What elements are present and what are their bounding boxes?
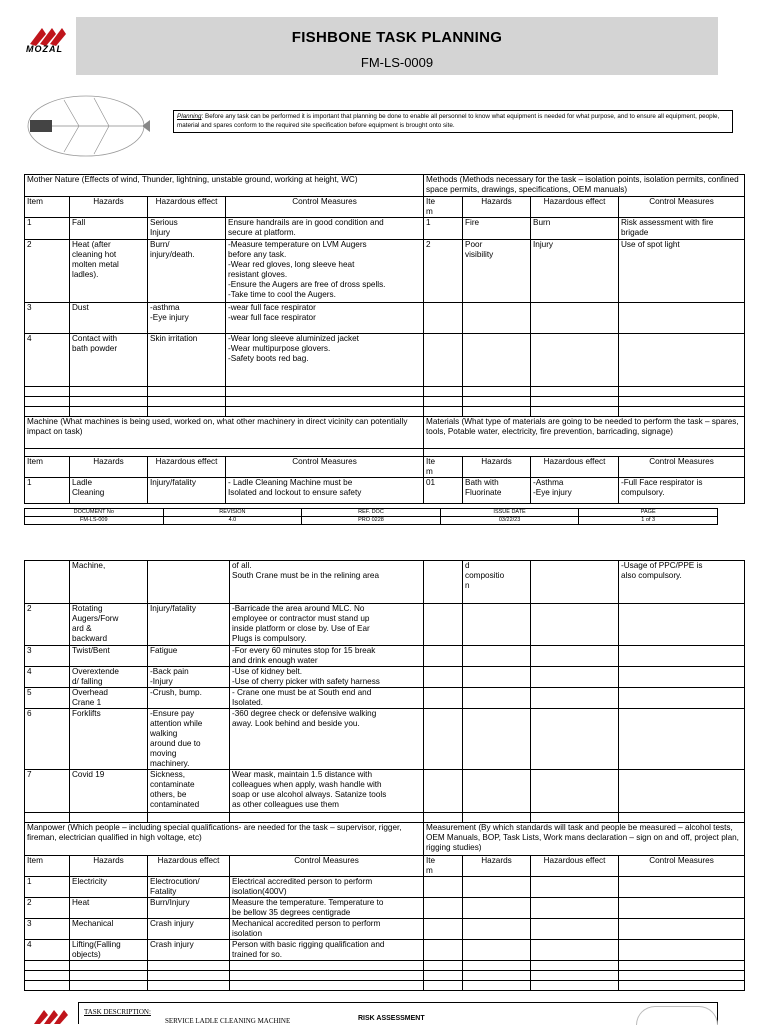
table-cell: Use of spot light xyxy=(619,240,745,303)
table-cell: -360 degree check or defensive walking away. Look behind and beside you. xyxy=(230,709,424,770)
table-cell: -Usage of PPC/PPE is also compulsory. xyxy=(619,561,745,604)
table-cell: 3 xyxy=(25,303,70,334)
risk-assessment-label: RISK ASSESSMENT xyxy=(358,1015,425,1022)
col-control: Control Measures xyxy=(619,457,745,478)
col-control: Control Measures xyxy=(226,197,424,218)
table-cell: Ladle Cleaning xyxy=(70,478,148,504)
col-hazards: Hazards xyxy=(463,197,531,218)
mozal-logo-icon xyxy=(30,1006,74,1024)
table-cell: Fire xyxy=(463,218,531,240)
table-cell: 3 xyxy=(25,646,70,667)
page-title: FISHBONE TASK PLANNING xyxy=(291,29,503,46)
table-cell: -wear full face respirator -wear full face respirator xyxy=(226,303,424,334)
footer-label: PAGE xyxy=(579,509,718,517)
col-hazards: Hazards xyxy=(463,856,531,877)
table-cell: Skin irritation xyxy=(148,334,226,387)
footer-value: 03/22/23 xyxy=(440,517,579,525)
footer-value: 1 of 3 xyxy=(579,517,718,525)
footer-label: REVISION xyxy=(163,509,302,517)
col-effect: Hazardous effect xyxy=(531,457,619,478)
table-cell: 01 xyxy=(424,478,463,504)
footer-label: ISSUE DATE xyxy=(440,509,579,517)
table-cell: Rotating Augers/Forw ard & backward xyxy=(70,604,148,646)
fishbone-diagram-icon xyxy=(24,86,152,166)
table-cell: 1 xyxy=(424,218,463,240)
table-cell: -For every 60 minutes stop for 15 break and drink enough water xyxy=(230,646,424,667)
document-footer xyxy=(24,508,718,525)
methods-header: Methods (Methods necessary for the task – isolation points, isolation permits, confined space permits, drawings, specifications, OEM manuals) xyxy=(424,175,745,197)
table-cell: Mechanical accredited person to perform isolation xyxy=(230,919,424,940)
table-cell: -Measure temperature on LVM Augers before any task. -Wear red gloves, long sleeve heat resistant gloves. -Ensure the Augers are free of dross spells. -Take time to cool the Augers. xyxy=(226,240,424,303)
col-effect: Hazardous effect xyxy=(148,856,230,877)
table-cell: Burn/ injury/death. xyxy=(148,240,226,303)
col-effect: Hazardous effect xyxy=(531,197,619,218)
col-effect: Hazardous effect xyxy=(148,197,226,218)
planning-label: Planning xyxy=(177,113,202,120)
table-cell: Machine, xyxy=(70,561,148,604)
col-control: Control Measures xyxy=(619,856,745,877)
table-cell: Lifting(Falling objects) xyxy=(70,940,148,961)
table-cell: 2 xyxy=(25,240,70,303)
task-description-label: TASK DESCRIPTION: xyxy=(84,1008,151,1016)
table-cell: Fall xyxy=(70,218,148,240)
table-cell: 3 xyxy=(25,919,70,940)
footer-label: REF. DOC xyxy=(302,509,441,517)
table-cell: - Ladle Cleaning Machine must be Isolated and lockout to ensure safety xyxy=(226,478,424,504)
table-cell: -asthma -Eye injury xyxy=(148,303,226,334)
table-cell: Injury/fatality xyxy=(148,604,230,646)
footer-value: FM-LS-009 xyxy=(25,517,164,525)
footer-value: 4.0 xyxy=(163,517,302,525)
table-cell: 4 xyxy=(25,940,70,961)
table-cell: Injury xyxy=(531,240,619,303)
col-hazards: Hazards xyxy=(70,856,148,877)
col-hazards: Hazards xyxy=(70,197,148,218)
table-cell: Dust xyxy=(70,303,148,334)
table-cell: Twist/Bent xyxy=(70,646,148,667)
machine-header: Machine (What machines is being used, worked on, what other machinery in direct vicinity can potentially impact on task) xyxy=(25,417,424,449)
footer-value: PRO 0228 xyxy=(302,517,441,525)
table-cell: Measure the temperature. Temperature to be bellow 35 degrees centigrade xyxy=(230,898,424,919)
table-cell: Electrical accredited person to perform isolation(400V) xyxy=(230,877,424,898)
table-cell: Heat xyxy=(70,898,148,919)
col-hazards: Hazards xyxy=(463,457,531,478)
table-cell: of all. South Crane must be in the relining area xyxy=(230,561,424,604)
table-cell: 2 xyxy=(25,898,70,919)
table-cell: 1 xyxy=(25,478,70,504)
table-cell: Risk assessment with fire brigade xyxy=(619,218,745,240)
table-cell: 1 xyxy=(25,877,70,898)
table-cell: 5 xyxy=(25,688,70,709)
table-cell: Heat (after cleaning hot molten metal ladles). xyxy=(70,240,148,303)
table-cell: 7 xyxy=(25,770,70,813)
page1-hazard-table xyxy=(24,174,745,504)
col-control: Control Measures xyxy=(230,856,424,877)
table-cell: Ensure handrails are in good condition and secure at platform. xyxy=(226,218,424,240)
table-cell: Overextende d/ falling xyxy=(70,667,148,688)
table-cell: Burn/Injury xyxy=(148,898,230,919)
table-cell: d compositio n xyxy=(463,561,531,604)
table-cell: Crash injury xyxy=(148,919,230,940)
planning-text: : Before any task can be performed it is important that planning be done to enable all personnel to know what equipment is needed for what purpose, and to ensure all equipment, people, material and spares conform to the required site specification before equipment is brought onto site. xyxy=(177,113,720,129)
table-cell: -Back pain -Injury xyxy=(148,667,230,688)
col-control: Control Measures xyxy=(226,457,424,478)
col-item: Item xyxy=(25,197,70,218)
table-cell: 2 xyxy=(424,240,463,303)
col-item: Item xyxy=(25,457,70,478)
table-cell: 4 xyxy=(25,334,70,387)
table-cell: 6 xyxy=(25,709,70,770)
table-cell: Bath with Fluorinate xyxy=(463,478,531,504)
table-cell: Forklifts xyxy=(70,709,148,770)
page2-hazard-table xyxy=(24,560,745,991)
table-cell: Poor visibility xyxy=(463,240,531,303)
col-effect: Hazardous effect xyxy=(531,856,619,877)
table-cell: -Ensure pay attention while walking around due to moving machinery. xyxy=(148,709,230,770)
table-cell: Contact with bath powder xyxy=(70,334,148,387)
logo-text: MOZAL xyxy=(26,44,63,54)
table-cell: -Barricade the area around MLC. No employee or contractor must stand up inside platform or close by. Use of Ear Plugs is compulsory. xyxy=(230,604,424,646)
table-cell: Burn xyxy=(531,218,619,240)
manpower-header: Manpower (Which people – including special qualifications- are needed for the task – supervisor, rigger, fireman, electrician qualified in high voltage, etc) xyxy=(25,823,424,856)
mother-nature-header: Mother Nature (Effects of wind, Thunder, lightning, unstable ground, working at height, WC) xyxy=(25,175,424,197)
footer-label: DOCUMENT No xyxy=(25,509,164,517)
table-cell: -Crush, bump. xyxy=(148,688,230,709)
table-cell: - Crane one must be at South end and Isolated. xyxy=(230,688,424,709)
table-cell: Injury/fatality xyxy=(148,478,226,504)
table-cell: Fatigue xyxy=(148,646,230,667)
task-description-value: SERVICE LADLE CLEANING MACHINE xyxy=(165,1017,291,1025)
table-cell: Serious Injury xyxy=(148,218,226,240)
document-code: FM-LS-0009 xyxy=(360,55,434,70)
col-item: Item xyxy=(25,856,70,877)
table-cell: Covid 19 xyxy=(70,770,148,813)
table-cell: 1 xyxy=(25,218,70,240)
col-item: Ite m xyxy=(424,457,463,478)
watermark-logo xyxy=(636,1006,718,1025)
table-cell: Wear mask, maintain 1.5 distance with colleagues when apply, wash handle with soap or use alcohol always. Satanize tools as other colleagues use them xyxy=(230,770,424,813)
table-cell: -Asthma -Eye injury xyxy=(531,478,619,504)
table-cell: 2 xyxy=(25,604,70,646)
table-cell: -Use of kidney belt. -Use of cherry picker with safety harness xyxy=(230,667,424,688)
col-control: Control Measures xyxy=(619,197,745,218)
table-cell: -Wear long sleeve aluminized jacket -Wear multipurpose glovers. -Safety boots red bag. xyxy=(226,334,424,387)
table-cell: Person with basic rigging qualification and trained for so. xyxy=(230,940,424,961)
col-item: Ite m xyxy=(424,197,463,218)
table-cell: Overhead Crane 1 xyxy=(70,688,148,709)
col-item: Ite m xyxy=(424,856,463,877)
table-cell: 4 xyxy=(25,667,70,688)
materials-header: Materials (What type of materials are going to be needed to perform the task – spares, tools, Potable water, electricity, fire prevention, barricading, signage) xyxy=(424,417,745,449)
measurement-header: Measurement (By which standards will task and people be measured – alcohol tests, OEM Manuals, BOP, Task Lists, Work mans declaration – sign on and off, project plan, rigging studies) xyxy=(424,823,745,856)
table-cell: Crash injury xyxy=(148,940,230,961)
table-cell: Sickness, contaminate others, be contaminated xyxy=(148,770,230,813)
table-cell: Mechanical xyxy=(70,919,148,940)
table-cell: Electrocution/ Fatality xyxy=(148,877,230,898)
table-cell: Electricity xyxy=(70,877,148,898)
planning-note xyxy=(173,110,733,133)
col-effect: Hazardous effect xyxy=(148,457,226,478)
col-hazards: Hazards xyxy=(70,457,148,478)
table-cell: -Full Face respirator is compulsory. xyxy=(619,478,745,504)
